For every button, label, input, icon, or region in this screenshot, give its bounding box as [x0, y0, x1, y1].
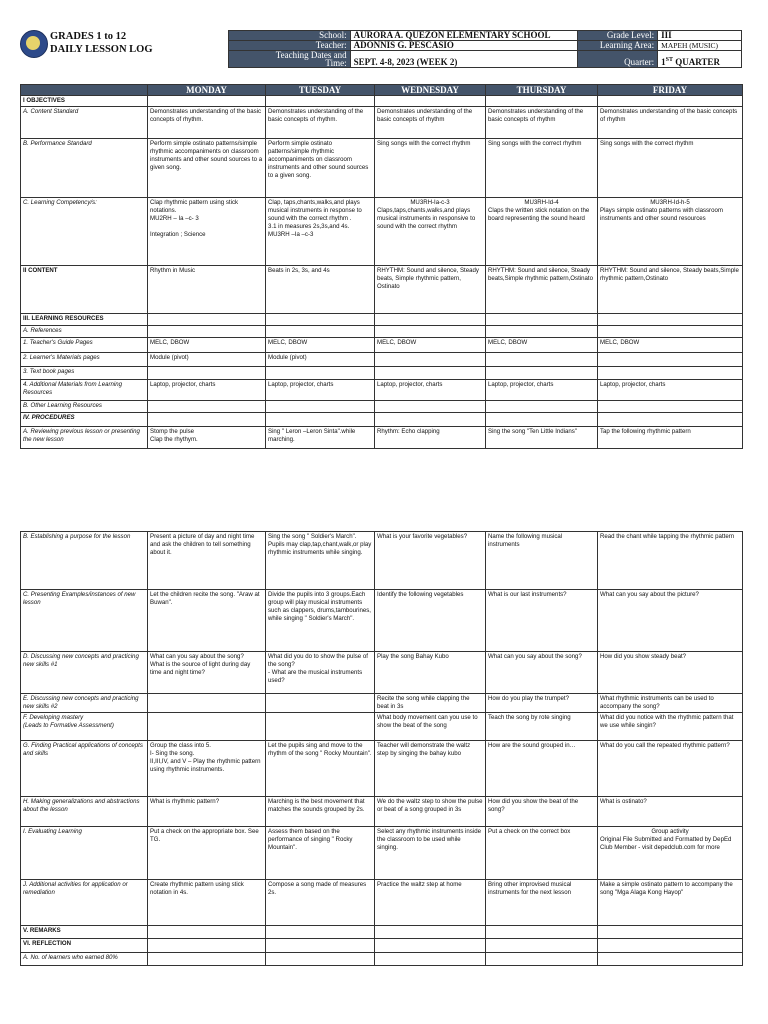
cell-wednesday: What body movement can you use to show the beat of the song [375, 713, 486, 741]
deped-seal-icon [20, 30, 48, 58]
cell-heading-line: MU3RH-Ia-c-3 [410, 199, 450, 206]
row-label: IV. PROCEDURES [21, 413, 148, 427]
cell-monday [148, 953, 266, 966]
quarter-value: 1ST QUARTER [658, 51, 742, 68]
teaching-dates-label-line-2: Time: [325, 58, 347, 68]
lesson-log-table-part-1 [20, 84, 743, 449]
cell-friday [598, 939, 743, 953]
cell-wednesday: Demonstrates understanding of the basic concepts of rhythm [375, 107, 486, 139]
cell-wednesday: Rhythm: Echo clapping [375, 427, 486, 449]
cell-monday [148, 314, 266, 326]
cell-thursday: Demonstrates understanding of the basic concepts of rhythm [486, 107, 598, 139]
cell-wednesday: Teacher will demonstrate the waltz step by singing the bahay kubo [375, 741, 486, 797]
cell-body-text: Plays simple ostinato patterns with classroom instruments and other sound resources [600, 207, 723, 222]
teacher-label: Teacher: [229, 41, 351, 51]
ordinal-suffix: ST [665, 57, 673, 63]
cell-tuesday [266, 926, 375, 939]
row-label: A. No. of learners who earned 80% [21, 953, 148, 966]
learning-area-value: MAPEH (MUSIC) [658, 41, 742, 51]
quarter-label: Quarter: [578, 51, 658, 68]
grade-level-label: Grade Level: [578, 31, 658, 41]
cell-wednesday: Identify the following vegetables [375, 590, 486, 652]
cell-thursday: Laptop, projector, charts [486, 380, 598, 401]
table-body-part-2 [21, 532, 743, 966]
title-line-2: DAILY LESSON LOG [50, 44, 153, 55]
cell-friday: What is ostinato? [598, 797, 743, 827]
cell-monday: Stomp the pulse Clap the rhythym. [148, 427, 266, 449]
cell-friday: RHYTHM: Sound and silence, Steady beats,Simple rhythmic pattern,Ostinato [598, 266, 743, 314]
row-label: B. Other Learning Resources [21, 401, 148, 413]
cell-friday [598, 96, 743, 107]
cell-wednesday [375, 401, 486, 413]
cell-tuesday: MELC, DBOW [266, 338, 375, 353]
cell-friday: What do you call the repeated rhythmic pattern? [598, 741, 743, 797]
cell-monday: Present a picture of day and night time and ask the children to tell something about it. [148, 532, 266, 590]
corner-header-cell [21, 85, 148, 96]
table-row [21, 532, 743, 590]
cell-thursday: How do you play the trumpet? [486, 694, 598, 713]
cell-monday [148, 367, 266, 380]
cell-friday [598, 827, 743, 880]
day-header-friday: FRIDAY [598, 85, 743, 96]
table-row [21, 139, 743, 198]
cell-thursday: Name the following musical instruments [486, 532, 598, 590]
school-label: School: [229, 31, 351, 41]
table-row [21, 367, 743, 380]
table-row [21, 652, 743, 694]
cell-thursday [486, 401, 598, 413]
cell-wednesday [375, 198, 486, 266]
cell-friday: Read the chant while tapping the rhythmic pattern [598, 532, 743, 590]
table-row [21, 427, 743, 449]
row-label: E. Discussing new concepts and practicing new skills #2 [21, 694, 148, 713]
table-body-part-1 [21, 96, 743, 449]
lesson-log-table-part-2 [20, 531, 743, 966]
row-label: III. LEARNING RESOURCES [21, 314, 148, 326]
day-header-tuesday: TUESDAY [266, 85, 375, 96]
cell-thursday [486, 367, 598, 380]
cell-tuesday: Compose a song made of measures 2s. [266, 880, 375, 926]
cell-friday [598, 413, 743, 427]
cell-monday [148, 939, 266, 953]
cell-monday: Perform simple ostinato patterns/simple rhythmic accompaniments on classroom instruments and other sound sources to a given song. [148, 139, 266, 198]
cell-thursday [486, 353, 598, 367]
row-label: A. Content Standard [21, 107, 148, 139]
cell-wednesday [375, 413, 486, 427]
cell-thursday: How are the sound grouped in… [486, 741, 598, 797]
lesson-log-header [20, 30, 742, 77]
cell-tuesday: Sing the song " Soldier's March". Pupils may clap,tap,chant,walk,or play rhythmic instruments while singing. [266, 532, 375, 590]
cell-friday: What rhythmic instruments can be used to accompany the song? [598, 694, 743, 713]
cell-thursday: Bring other improvised musical instruments for the next lesson [486, 880, 598, 926]
cell-friday: Laptop, projector, charts [598, 380, 743, 401]
cell-tuesday [266, 413, 375, 427]
cell-thursday: How did you show the beat of the song? [486, 797, 598, 827]
row-label: I. Evaluating Learning [21, 827, 148, 880]
table-row [21, 266, 743, 314]
day-header-wednesday: WEDNESDAY [375, 85, 486, 96]
cell-friday: Sing songs with the correct rhythm [598, 139, 743, 198]
cell-wednesday [375, 96, 486, 107]
cell-wednesday [375, 326, 486, 338]
document-title [50, 30, 153, 56]
cell-friday [598, 926, 743, 939]
cell-tuesday [266, 401, 375, 413]
cell-tuesday: Module (pivot) [266, 353, 375, 367]
day-header-thursday: THURSDAY [486, 85, 598, 96]
cell-monday [148, 401, 266, 413]
cell-monday: Put a check on the appropriate box. See TG. [148, 827, 266, 880]
row-label: H. Making generalizations and abstractions about the lesson [21, 797, 148, 827]
table-row [21, 353, 743, 367]
cell-monday [148, 713, 266, 741]
cell-wednesday: What is your favorite vegetables? [375, 532, 486, 590]
cell-thursday: What can you say about the song? [486, 652, 598, 694]
row-label: II CONTENT [21, 266, 148, 314]
cell-thursday: Sing the song "Ten Little Indians" [486, 427, 598, 449]
cell-thursday: MELC, DBOW [486, 338, 598, 353]
table-row [21, 338, 743, 353]
cell-thursday: What is our last instruments? [486, 590, 598, 652]
cell-tuesday [266, 96, 375, 107]
row-label: B. Establishing a purpose for the lesson [21, 532, 148, 590]
teaching-dates-label-line-1: Teaching Dates and [275, 50, 347, 60]
cell-friday: Demonstrates understanding of the basic concepts of rhythm [598, 107, 743, 139]
table-row [21, 713, 743, 741]
table-row [21, 107, 743, 139]
cell-heading-line: MU3RH-Id-h-5 [650, 199, 690, 206]
cell-body-text: Claps the written stick notation on the board representing the sound heard [488, 207, 590, 222]
row-label: F. Developing mastery (Leads to Formative Assessment) [21, 713, 148, 741]
cell-tuesday [266, 326, 375, 338]
cell-heading-line: MU3RH-Id-4 [524, 199, 559, 206]
cell-monday: Demonstrates understanding of the basic concepts of rhythm. [148, 107, 266, 139]
cell-thursday [486, 96, 598, 107]
cell-tuesday: Marching is the best movement that matches the sounds grouped by 2s. [266, 797, 375, 827]
title-line-1: GRADES 1 to 12 [50, 31, 127, 42]
cell-thursday: RHYTHM: Sound and silence, Steady beats,Simple rhythmic pattern,Ostinato [486, 266, 598, 314]
cell-monday: Rhythm in Music [148, 266, 266, 314]
cell-thursday [486, 198, 598, 266]
table-row [21, 939, 743, 953]
table-row [21, 326, 743, 338]
grade-level-value: III [658, 31, 742, 41]
cell-friday [598, 367, 743, 380]
header-info-grid [228, 30, 742, 68]
row-label: D. Discussing new concepts and practicing new skills #1 [21, 652, 148, 694]
cell-monday: Let the children recite the song. "Araw at Buwan". [148, 590, 266, 652]
cell-tuesday [266, 694, 375, 713]
cell-tuesday: Laptop, projector, charts [266, 380, 375, 401]
cell-wednesday: Sing songs with the correct rhythm [375, 139, 486, 198]
cell-friday [598, 198, 743, 266]
row-label: 1. Teacher's Guide Pages [21, 338, 148, 353]
cell-tuesday [266, 367, 375, 380]
cell-wednesday [375, 939, 486, 953]
row-label: A. Reviewing previous lesson or presenting the new lesson [21, 427, 148, 449]
cell-monday [148, 926, 266, 939]
cell-friday [598, 953, 743, 966]
row-label: 3. Text book pages [21, 367, 148, 380]
cell-wednesday [375, 926, 486, 939]
table-row [21, 96, 743, 107]
cell-monday: Group the class into 5. I- Sing the song. II,III,IV, and V – Play the rhythmic pattern using rhythmic instruments. [148, 741, 266, 797]
cell-tuesday [266, 939, 375, 953]
cell-wednesday [375, 367, 486, 380]
cell-friday [598, 401, 743, 413]
cell-wednesday: RHYTHM: Sound and silence, Steady beats, Simple rhythmic pattern, Ostinato [375, 266, 486, 314]
cell-thursday [486, 939, 598, 953]
cell-wednesday [375, 353, 486, 367]
row-label: J. Additional activities for application or remediation [21, 880, 148, 926]
day-header-monday: MONDAY [148, 85, 266, 96]
learning-area-label: Learning Area: [578, 41, 658, 51]
cell-wednesday: Laptop, projector, charts [375, 380, 486, 401]
cell-thursday [486, 413, 598, 427]
cell-thursday: Sing songs with the correct rhythm [486, 139, 598, 198]
table-row [21, 880, 743, 926]
cell-monday: Module (pivot) [148, 353, 266, 367]
cell-tuesday: Divide the pupils into 3 groups.Each group will play musical instruments such as clappers, drums,tambourines, while singing " Soldier's March". [266, 590, 375, 652]
cell-friday [598, 326, 743, 338]
cell-tuesday: Assess them based on the performance of singing " Rocky Mountain". [266, 827, 375, 880]
cell-body-text: Original File Submitted and Formatted by DepEd Club Member - visit depedclub.com for more [600, 836, 732, 851]
cell-friday: What did you notice with the rhythmic pattern that we use while singin? [598, 713, 743, 741]
table-row [21, 797, 743, 827]
school-value: AURORA A. QUEZON ELEMENTARY SCHOOL [350, 31, 578, 41]
teacher-value: ADONNIS G. PESCASIO [350, 41, 578, 51]
row-label: VI. REFLECTION [21, 939, 148, 953]
table-row [21, 198, 743, 266]
row-label: 4. Additional Materials from Learning Resources [21, 380, 148, 401]
table-row [21, 401, 743, 413]
cell-wednesday: We do the waltz step to show the pulse or beat of a song grouped in 3s [375, 797, 486, 827]
cell-tuesday: Demonstrates understanding of the basic concepts of rhythm. [266, 107, 375, 139]
cell-wednesday [375, 314, 486, 326]
row-label: C. Learning Competency/s: [21, 198, 148, 266]
table-row [21, 741, 743, 797]
cell-wednesday: Play the song Bahay Kubo [375, 652, 486, 694]
cell-thursday: Teach the song by rote singing [486, 713, 598, 741]
cell-wednesday: MELC, DBOW [375, 338, 486, 353]
cell-wednesday: Practice the waltz step at home [375, 880, 486, 926]
cell-wednesday: Recite the song while clapping the beat in 3s [375, 694, 486, 713]
table-row [21, 314, 743, 326]
cell-monday [148, 326, 266, 338]
row-label: C. Presenting Examples/instances of new lesson [21, 590, 148, 652]
cell-tuesday [266, 713, 375, 741]
cell-friday [598, 353, 743, 367]
cell-tuesday: What did you do to show the pulse of the song? - What are the musical instruments used? [266, 652, 375, 694]
cell-thursday [486, 314, 598, 326]
cell-monday: Clap rhythmic pattern using stick notations. MU2RH – Ia –c- 3 Integration ; Science [148, 198, 266, 266]
cell-thursday [486, 326, 598, 338]
cell-friday: How did you show steady beat? [598, 652, 743, 694]
cell-tuesday: Clap, taps,chants,walks,and plays musical instruments in response to sound with the correct rhythm . 3.1 in measures 2s,3s,and 4s. MU3RH –Ia –c-3 [266, 198, 375, 266]
row-label: V. REMARKS [21, 926, 148, 939]
row-label: I OBJECTIVES [21, 96, 148, 107]
cell-friday: Make a simple ostinato pattern to accompany the song "Mga Alaga Kong Hayop" [598, 880, 743, 926]
cell-tuesday [266, 314, 375, 326]
table-row [21, 590, 743, 652]
cell-monday [148, 96, 266, 107]
table-row [21, 827, 743, 880]
cell-monday: Create rhythmic pattern using stick notation in 4s. [148, 880, 266, 926]
cell-monday [148, 694, 266, 713]
cell-tuesday: Sing " Leron –Leron Sinta".while marching. [266, 427, 375, 449]
cell-friday [598, 314, 743, 326]
cell-friday: Tap the following rhythmic pattern [598, 427, 743, 449]
table-row [21, 926, 743, 939]
cell-wednesday: Select any rhythmic instruments inside the classroom to be used while singing. [375, 827, 486, 880]
cell-monday: MELC, DBOW [148, 338, 266, 353]
teaching-dates-label [229, 51, 351, 68]
cell-tuesday: Beats in 2s, 3s, and 4s [266, 266, 375, 314]
cell-tuesday: Let the pupils sing and move to the rhythm of the song " Rocky Mountain". [266, 741, 375, 797]
table-row [21, 413, 743, 427]
cell-tuesday [266, 953, 375, 966]
cell-wednesday [375, 953, 486, 966]
cell-thursday: Put a check on the correct box [486, 827, 598, 880]
cell-tuesday: Perform simple ostinato patterns/simple rhythmic accompaniments on classroom instruments and other sound sources to a given song. [266, 139, 375, 198]
cell-monday: Laptop, projector, charts [148, 380, 266, 401]
cell-monday [148, 413, 266, 427]
cell-thursday [486, 953, 598, 966]
cell-heading-line: Group activity [651, 828, 689, 835]
table-row [21, 380, 743, 401]
row-label: 2. Learner's Materials pages [21, 353, 148, 367]
cell-friday: What can you say about the picture? [598, 590, 743, 652]
row-label: A. References [21, 326, 148, 338]
table-row [21, 694, 743, 713]
teaching-dates-value: SEPT. 4-8, 2023 (WEEK 2) [350, 51, 578, 68]
cell-thursday [486, 926, 598, 939]
row-label: B. Performance Standard [21, 139, 148, 198]
cell-monday: What can you say about the song? What is the source of light during day time and night time? [148, 652, 266, 694]
cell-monday: What is rhythmic pattern? [148, 797, 266, 827]
table-row [21, 953, 743, 966]
row-label: G. Finding Practical applications of concepts and skills [21, 741, 148, 797]
cell-friday: MELC, DBOW [598, 338, 743, 353]
cell-body-text: Claps,taps,chants,walks,and plays musical instruments in responsive to sound with the correct rhythm [377, 207, 476, 230]
